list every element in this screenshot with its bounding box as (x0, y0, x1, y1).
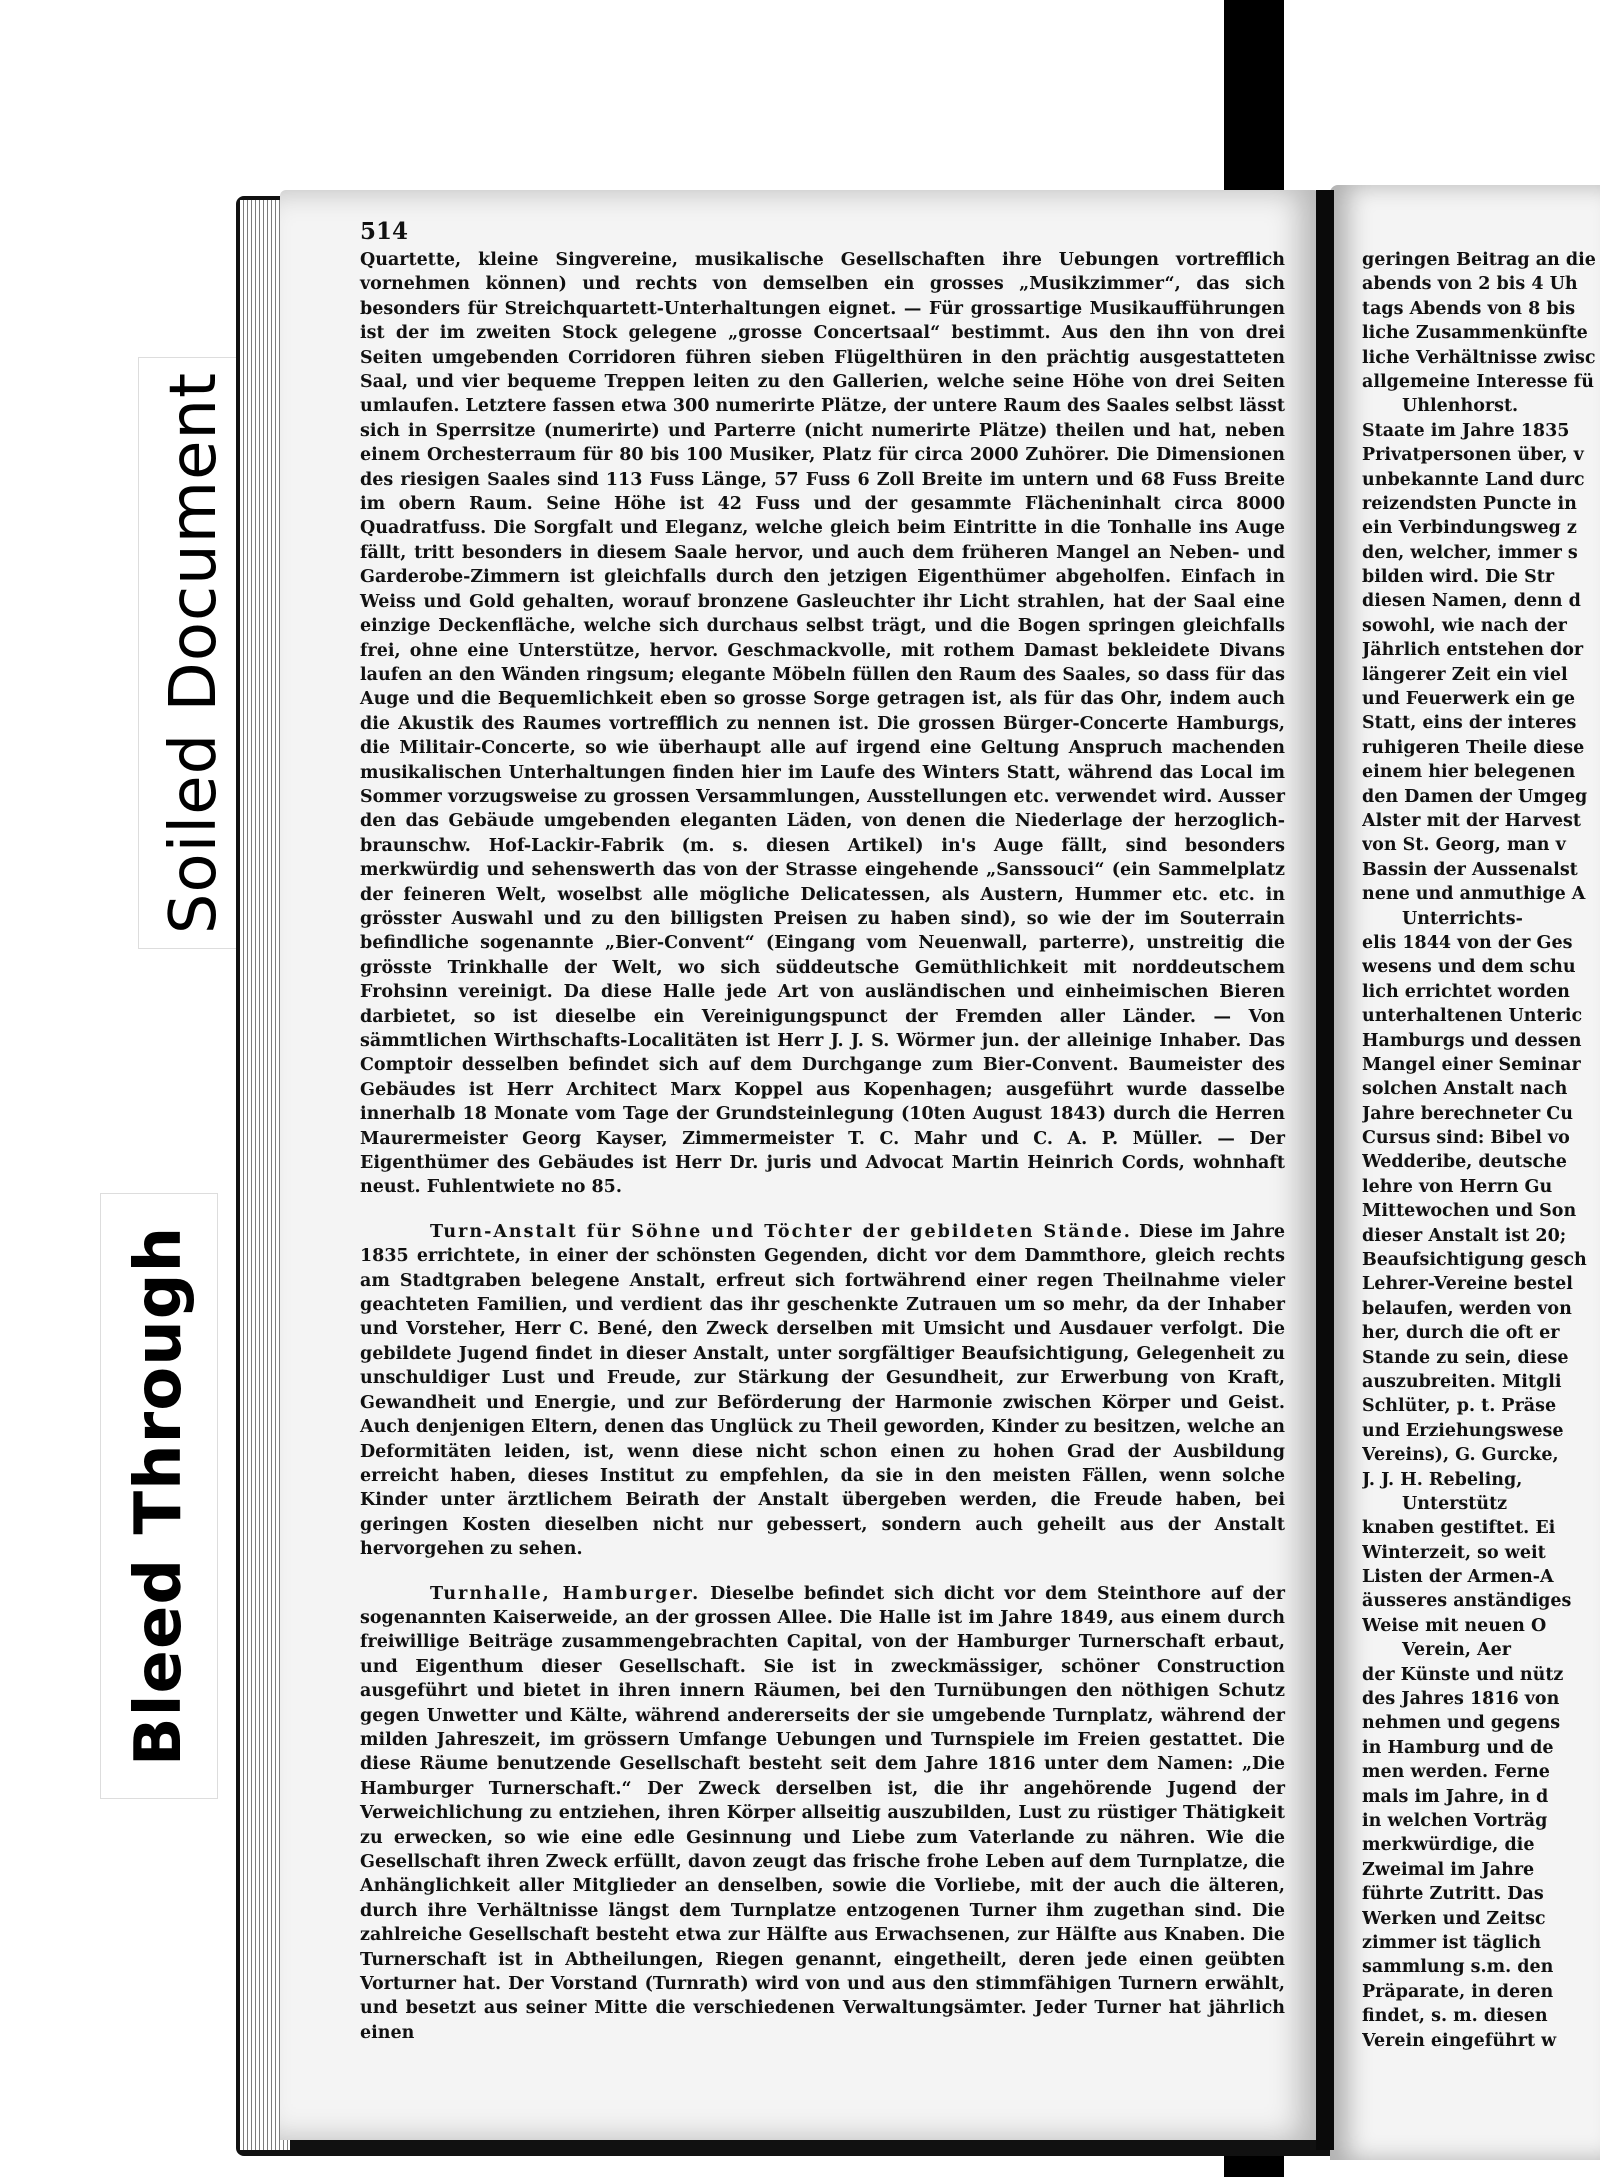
left-page-text (360, 248, 1285, 2045)
right-page-line: Alster mit der Harvest (1362, 810, 1581, 831)
right-page-line: Cursus sind: Bibel vo (1362, 1128, 1570, 1149)
right-page-line: Zweimal im Jahre (1362, 1859, 1535, 1880)
right-page-line: abends von 2 bis 4 Uh (1362, 274, 1578, 295)
right-page-line: nene und anmuthige A (1362, 884, 1586, 905)
paragraph-heading: Turn-Anstalt für Söhne und Töchter der gebildeten Stände. (430, 1221, 1132, 1242)
right-page-line: lich errichtet worden (1362, 981, 1570, 1002)
right-page-line: merkwürdige, die (1362, 1835, 1535, 1856)
right-page-line: bilden wird. Die Str (1362, 567, 1555, 588)
right-page-line: zimmer ist täglich (1362, 1932, 1542, 1953)
right-page-line: unterhaltenen Unteric (1362, 1006, 1583, 1027)
right-page-line: nehmen und gegens (1362, 1713, 1561, 1734)
right-page-line: Jährlich entstehen dor (1362, 640, 1584, 661)
right-page-line: findet, s. m. diesen (1362, 2006, 1548, 2027)
right-page-line: Privatpersonen über, v (1362, 445, 1584, 466)
right-page-line: und Feuerwerk ein ge (1362, 689, 1576, 710)
scanner-strip-top (1224, 0, 1284, 190)
right-page-line: Hamburgs und dessen (1362, 1030, 1582, 1051)
right-page-line: unbekannte Land durc (1362, 469, 1585, 490)
right-page-line: der Künste und nütz (1362, 1664, 1564, 1685)
right-page-line: geringen Beitrag an die (1362, 250, 1596, 270)
right-page-line: sammlung s.m. den (1362, 1957, 1554, 1978)
right-page-line: Vereins), G. Gurcke, (1362, 1445, 1559, 1466)
book-gutter (1316, 190, 1334, 2150)
right-page-line: Unterrichts- (1402, 908, 1523, 929)
right-page-line: Stande zu sein, diese (1362, 1347, 1569, 1368)
right-page-line: liche Verhältnisse zwisc (1362, 347, 1596, 368)
right-page-line: Winterzeit, so weit (1362, 1542, 1546, 1563)
right-page-line: Verein, Aer (1402, 1640, 1511, 1661)
right-page-line: und Erziehungswese (1362, 1420, 1564, 1441)
paragraph-text: Diese im Jahre 1835 errichtete, in einer der schönsten Gegenden, dicht vor dem Dammthore, gleich rechts am Stadtgraben belegene Anstalt, erfreut sich fortwährend einer regen Theilnahme vieler geachteten Familien, und verdient das ihr geschenkte Zutrauen um so mehr, da der Inhaber und Vorsteher, Herr C. Bené, den Zweck derselben mit Umsicht und Ausdauer verfolgt. Die gebildete Jugend findet in dieser Anstalt, unter sorgfältiger Beaufsichtigung, Gelegenheit zu unschuldiger Lust und Freude, zur Stärkung der Gesundheit, zur Erwerbung von Kraft, Gewandheit und Energie, und zur Beförderung der Harmonie zwischen Körper und Geist. Auch denjenigen Eltern, denen das Unglück zu Theil geworden, Kinder zu besitzen, welche an Deformitäten leiden, ist, wenn diese nicht schon einen zu hohen Grad der Ausbildung erreicht haben, dieses Institut zu empfehlen, da sie in den meisten Fällen, wenn solche Kinder unter ärztlichem Beirath der Anstalt übergeben werden, die Freude haben, bei geringen Kosten dieselben nicht nur gebessert, sondern auch geheilt aus der Anstalt hervorgehen zu sehen. (360, 1221, 1285, 1560)
right-page-line: des Jahres 1816 von (1362, 1689, 1560, 1710)
right-page-line: einem hier belegenen (1362, 762, 1576, 783)
right-page-line: Staate im Jahre 1835 (1362, 420, 1570, 441)
right-page-line: Werken und Zeitsc (1362, 1908, 1546, 1929)
right-page-line: liche Zusammenkünfte (1362, 323, 1588, 344)
right-page-line: solchen Anstalt nach (1362, 1079, 1568, 1100)
right-page-line: dieser Anstalt ist 20; (1362, 1225, 1567, 1246)
right-page-line: äusseres anständiges (1362, 1591, 1572, 1612)
right-page-line: den, welcher, immer s (1362, 542, 1578, 563)
right-page-line: Schlüter, p. t. Präse (1362, 1396, 1557, 1417)
paragraph-turn-anstalt (360, 1220, 1285, 1562)
right-page-line: auszubreiten. Mitgli (1362, 1371, 1562, 1392)
right-page-line: Weise mit neuen O (1362, 1615, 1547, 1636)
right-page-line: Statt, eins der interes (1362, 713, 1577, 734)
right-page-line: Jahre berechneter Cu (1362, 1103, 1573, 1124)
right-page-line: reizendsten Puncte in (1362, 493, 1577, 514)
right-page-line: Präparate, in deren (1362, 1981, 1554, 2002)
paragraph-turnhalle (360, 1582, 1285, 2046)
right-page-line: Uhlenhorst. (1402, 396, 1519, 417)
right-page-line: in Hamburg und de (1362, 1737, 1554, 1758)
soiled-document-text: Soiled Document (157, 371, 231, 935)
right-page-line: her, durch die oft er (1362, 1323, 1560, 1344)
right-page-line: Wedderibe, deutsche (1362, 1152, 1567, 1173)
right-page-line: belaufen, werden von (1362, 1298, 1572, 1319)
right-page-line: Unterstütz (1402, 1493, 1508, 1514)
page-number: 514 (360, 218, 409, 245)
right-page-line: ein Verbindungsweg z (1362, 518, 1577, 539)
right-page-line: von St. Georg, man v (1362, 835, 1566, 856)
right-page-line: tags Abends von 8 bis (1362, 298, 1576, 319)
right-page-line: lehre von Herrn Gu (1362, 1176, 1553, 1197)
right-page-line: Listen der Armen-A (1362, 1567, 1554, 1588)
paragraph-tonhalle (360, 248, 1285, 1200)
right-page-line: den Damen der Umgeg (1362, 786, 1588, 807)
right-page-line: elis 1844 von der Ges (1362, 932, 1573, 953)
paragraph-heading: Turnhalle, Hamburger. (430, 1583, 701, 1604)
right-page-line: diesen Namen, denn d (1362, 591, 1581, 612)
right-page-line: sowohl, wie nach der (1362, 615, 1567, 636)
right-page-line: führte Zutritt. Das (1362, 1884, 1544, 1905)
right-page-line: Mittewochen und Son (1362, 1201, 1577, 1222)
right-page-line: Verein eingeführt w (1362, 2030, 1557, 2051)
paragraph-text: Dieselbe befindet sich dicht vor dem Steinthore auf der sogenannten Kaiserweide, an der grossen Allee. Die Halle ist im Jahre 1849, aus einem durch freiwillige Beiträge zusammengebrachten Capital, von der Hamburger Turnerschaft erbaut, und Eigenthum dieser Gesellschaft. Sie ist in zweckmässiger, schöner Construction ausgeführt und bietet in ihren innern Räumen, bei den Turnübungen den nöthigen Schutz gegen Unwetter und Kälte, während andererseits der sie umgebende Turnplatz, während der milden Jahreszeit, im grössern Umfange Uebungen und Turnspiele im Freien gestattet. Die diese Räume benutzende Gesellschaft besteht seit dem Jahre 1816 unter dem Namen: „Die Hamburger Turnerschaft.“ Der Zweck derselben ist, die ihr angehörende Jugend der Verweichlichung zu entziehen, ihren Körper allseitig auszubilden, Lust zu rüstiger Thätigkeit zu erwecken, so wie eine edle Gesinnung und Liebe zum Vaterlande zu nähren. Wie die Gesellschaft ihren Zweck erfüllt, davon zeugt das frische frohe Leben auf dem Turnplatze, die Anhänglichkeit aller Mitglieder an denselben, sowie die Vorliebe, mit der auch die älteren, durch ihre Verhältnisse längst dem Turnplatze entzogenen Turner ihm zugethan sind. Die zahlreiche Gesellschaft besteht etwa zur Hälfte aus Erwachsenen, zur Hälfte aus Knaben. Die Turnerschaft ist in Abtheilungen, Riegen genannt, eingetheilt, deren jede einen geübten Vorturner hat. Der Vorstand (Turnrath) wird von und aus den stimmfähigen Turnern erwählt, und besetzt aus seiner Mitte die verschiedenen Verwaltungsämter. Jeder Turner hat jährlich einen (360, 1583, 1285, 2043)
bleed-through-text: Bleed Through (122, 1225, 196, 1767)
right-page-line: knaben gestiftet. Ei (1362, 1518, 1556, 1539)
right-page-line: in welchen Vorträg (1362, 1811, 1548, 1831)
paragraph-text: Quartette, kleine Singvereine, musikalische Gesellschaften ihre Uebungen vortrefflich vornehmen können) und rechts von demselben ein grosses „Musikzimmer“, das sich besonders für Streichquartett-Unterhaltungen eignet. — Für grossartige Musikaufführungen ist der im zweiten Stock gelegene „grosse Concertsaal“ bestimmt. Aus den ihn von drei Seiten umgebenden Corridoren führen sieben Flügelthüren in den prächtig ausgestatteten Saal, und vier bequeme Treppen leiten zu den Gallerien, welche seine Höhe von drei Seiten umlaufen. Letztere fassen etwa 300 numerirte Plätze, der untere Raum des Saales selbst lässt sich in Sperrsitze (numerirte) und Parterre (nicht numerirte Plätze) theilen und hat, neben einem Orchesterraum für 80 bis 100 Musiker, Platz für circa 2000 Zuhörer. Die Dimensionen des riesigen Saales sind 113 Fuss Länge, 57 Fuss 6 Zoll Breite im untern und 68 Fuss Breite im obern Raum. Seine Höhe ist 42 Fuss und der gesammte Flächeninhalt circa 8000 Quadratfuss. Die Sorgfalt und Eleganz, welche gleich beim Eintritte in die Tonhalle ins Auge fällt, tritt besonders in diesem Saale hervor, und auch dem früheren Mangel an Neben- und Garderobe-Zimmern ist gleichfalls durch den jetzigen Eigenthümer abgeholfen. Einfach in Weiss und Gold gehalten, worauf bronzene Gasleuchter ihr Licht strahlen, hat der Saal eine einzige Deckenfläche, welche sich durchaus selbst trägt, und die Bogen springen gleichfalls frei, ohne eine Unterstütze, hervor. Geschmackvolle, mit rothem Damast bekleidete Divans laufen an den Wänden ringsum; elegante Möbeln füllen den Raum des Saales, so dass für das Auge und die Bequemlichkeit eben so grosse Sorge getragen ist, als für das Ohr, indem auch die Akustik des Raumes vortrefflich zu nennen ist. Die grossen Bürger-Concerte Hamburgs, die Militair-Concerte, so wie überhaupt alle auf irgend eine Geltung Anspruch machenden musikalischen Unterhaltungen finden hier im Laufe des Winters Statt, während das Local im Sommer vorzugsweise zu grossen Versammlungen, Ausstellungen etc. verwendet wird. Ausser den das Gebäude umgebenden eleganten Läden, von denen die Niederlage der herzoglich-braunschw. Hof-Lackir-Fabrik (m. s. diesen Artikel) in's Auge fällt, sind besonders merkwürdig und sehenswerth das von der Strasse eingehende „Sanssouci“ (ein Sammelplatz der feineren Welt, woselbst alle mögliche Delicatessen, als Austern, Hummer etc. etc. in grösster Auswahl und zu den billigsten Preisen zu haben sind), so wie der im Souterrain befindliche sogenannte „Bier-Convent“ (Eingang vom Neuenwall, parterre), unstreitig die grösste Trinkhalle der Welt, wo sich süddeutsche Gemüthlichkeit mit norddeutschem Frohsinn vereinigt. Da diese Halle jede Art von ausländischen und einheimischen Bieren darbietet, so ist dieselbe ein Vereinigungspunct der Fremden aller Länder. — Von sämmtlichen Wirthschafts-Localitäten ist Herr J. J. S. Wörmer jun. der alleinige Inhaber. Das Comptoir desselben befindet sich auf dem Durchgange zum Bier-Convent. Baumeister des Gebäudes ist Herr Architect Marx Koppel aus Kopenhagen; ausgeführt wurde dasselbe innerhalb 18 Monate vom Tage der Grundsteinlegung (10ten August 1843) durch die Herren Maurermeister Georg Kayser, Zimmermeister T. C. Mahr und C. A. P. Müller. — Der Eigenthümer des Gebäudes ist Herr Dr. juris und Advocat Martin Heinrich Cords, wohnhaft neust. Fuhlentwiete no 85. (360, 250, 1285, 1198)
right-page-line: wesens und dem schu (1362, 957, 1576, 978)
bleed-through-label (100, 1193, 218, 1799)
right-page-line: allgemeine Interesse fü (1362, 371, 1594, 392)
right-page-line: Bassin der Aussenalst (1362, 859, 1578, 880)
right-page-line: men werden. Ferne (1362, 1762, 1550, 1783)
right-page-line: Mangel einer Seminar (1362, 1054, 1581, 1075)
right-page-line: Beaufsichtigung gesch (1362, 1250, 1587, 1271)
right-page-line: J. J. H. Rebeling, (1362, 1469, 1523, 1490)
right-page-line: mals im Jahre, in d (1362, 1786, 1549, 1807)
soiled-document-label (138, 357, 250, 949)
right-page-line: ruhigeren Theile diese (1362, 737, 1585, 758)
right-page-line: längerer Zeit ein viel (1362, 664, 1568, 685)
right-page-line: Lehrer-Vereine bestel (1362, 1274, 1573, 1295)
right-page-text (1362, 248, 1600, 2053)
